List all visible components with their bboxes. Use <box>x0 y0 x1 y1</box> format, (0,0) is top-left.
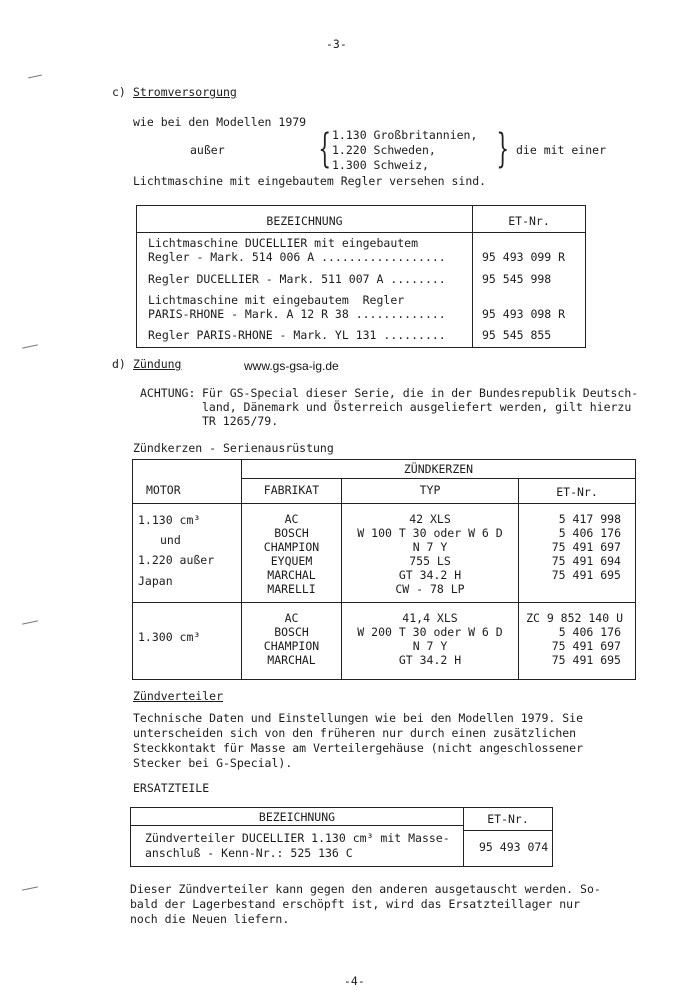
verteiler-line: Stecker bei G-Special). <box>133 756 293 770</box>
fabrikat-cell: MARELLI <box>267 582 316 596</box>
motor-label: 1.300 cm³ <box>138 630 201 644</box>
table-2-group-rule <box>241 478 635 479</box>
typ-cell: GT 34.2 H <box>398 568 462 582</box>
table-row: PARIS-RHONE - Mark. A 12 R 38 ............. <box>148 307 446 321</box>
closing-line: Dieser Zündverteiler kann gegen den anderen ausgetauscht werden. So- <box>130 882 601 896</box>
et-number: 95 493 099 R <box>482 250 566 264</box>
table-3-header-rule <box>130 825 463 826</box>
section-d-heading: Zündung <box>133 357 182 371</box>
motor-label: Japan <box>138 574 173 588</box>
website-watermark: www.gs-gsa-ig.de <box>244 359 339 373</box>
table-row: Lichtmaschine mit eingebautem Regler <box>148 293 405 307</box>
typ-cell: W 200 T 30 oder W 6 D <box>357 625 503 639</box>
table-2-head-fabrikat: FABRIKAT <box>263 483 320 497</box>
fabrikat-cell: MARCHAL <box>267 653 316 667</box>
margin-mark <box>28 75 42 79</box>
table-2-head-typ: TYP <box>419 483 441 497</box>
typ-cell: CW - 78 LP <box>395 582 465 596</box>
verteiler-line: unterscheiden sich von den früheren nur durch einen zusätzlichen <box>133 726 577 740</box>
die-mit-einer-text: die mit einer <box>516 143 607 157</box>
motor-label: 1.130 cm³ <box>138 513 201 527</box>
country-line: 1.300 Schweiz, <box>332 158 429 172</box>
ausser-text: außer <box>190 143 225 157</box>
et-cell: 75 491 695 <box>551 653 621 667</box>
typ-cell: N 7 Y <box>412 639 448 653</box>
table-3-head-desc: BEZEICHNUNG <box>258 810 336 824</box>
table-1-header-rule <box>136 232 585 233</box>
et-number: 95 545 855 <box>482 328 552 342</box>
motor-label: 1.220 außer <box>138 553 215 567</box>
motor-label: und <box>160 533 181 547</box>
margin-mark <box>22 620 38 624</box>
fabrikat-cell: BOSCH <box>274 526 309 540</box>
closing-line: bald der Lagerbestand erschöpft ist, wird das Ersatzteillager nur <box>130 897 581 911</box>
typ-cell: N 7 Y <box>412 540 448 554</box>
achtung-label: ACHTUNG: <box>140 386 196 400</box>
table-2-head-group: ZÜNDKERZEN <box>403 462 474 476</box>
et-cell: 5 406 176 <box>558 526 621 540</box>
table-row: Regler DUCELLIER - Mark. 511 007 A ........ <box>148 272 446 286</box>
et-cell: 5 417 998 <box>558 512 621 526</box>
table-2-head-et: ET-Nr. <box>556 485 598 499</box>
table-2-block-rule <box>132 602 635 603</box>
et-cell: ZC 9 852 140 U <box>526 611 623 625</box>
table-row: anschluß - Kenn-Nr.: 525 136 C <box>145 846 353 860</box>
table-2-header-rule <box>132 503 635 504</box>
fabrikat-cell: AC <box>284 611 299 625</box>
typ-cell: GT 34.2 H <box>398 653 462 667</box>
table-2-head-motor: MOTOR <box>146 483 181 497</box>
et-number: 95 493 098 R <box>482 307 566 321</box>
page-number-bottom: -4- <box>344 974 365 988</box>
verteiler-line: Technische Daten und Einstellungen wie bei den Modellen 1979. Sie <box>133 711 584 725</box>
typ-cell: W 100 T 30 oder W 6 D <box>357 526 503 540</box>
fabrikat-cell: BOSCH <box>274 625 309 639</box>
margin-mark <box>22 344 38 348</box>
achtung-line: Für GS-Special dieser Serie, die in der Bundesrepublik Deutsch- <box>202 386 639 400</box>
section-c-line1: wie bei den Modellen 1979 <box>133 115 307 129</box>
margin-mark <box>22 886 38 890</box>
verteiler-line: Steckkontakt für Masse am Verteilergehäuse (nicht angeschlossener <box>133 741 584 755</box>
fabrikat-cell: EYQUEM <box>270 554 313 568</box>
right-brace: } <box>496 126 510 172</box>
fabrikat-cell: CHAMPION <box>263 639 320 653</box>
typ-cell: 41,4 XLS <box>402 611 458 625</box>
table-3-header-rule <box>463 830 552 831</box>
table-3-head-et: ET-Nr. <box>487 812 529 826</box>
achtung-line: TR 1265/79. <box>202 414 279 428</box>
closing-line: noch die Neuen liefern. <box>130 912 290 926</box>
fabrikat-cell: AC <box>284 512 299 526</box>
section-c-heading: Stromversorgung <box>133 85 237 99</box>
fabrikat-cell: CHAMPION <box>263 540 320 554</box>
fabrikat-cell: MARCHAL <box>267 568 316 582</box>
page-number-top: -3- <box>326 37 347 51</box>
typ-cell: 42 XLS <box>409 512 451 526</box>
verteiler-title: Zündverteiler <box>133 689 224 703</box>
table-row: Regler PARIS-RHONE - Mark. YL 131 ......... <box>148 328 446 342</box>
table-1-head-desc: BEZEICHNUNG <box>266 214 343 228</box>
et-cell: 75 491 697 <box>551 639 621 653</box>
et-cell: 75 491 694 <box>551 554 621 568</box>
table-row: Regler - Mark. 514 006 A .................. <box>148 250 446 264</box>
achtung-line: land, Dänemark und Österreich ausgeliefert werden, gilt hierzu <box>202 400 632 414</box>
country-line: 1.130 Großbritannien, <box>332 128 478 142</box>
et-number: 95 493 074 <box>479 840 549 854</box>
left-brace: { <box>318 126 332 172</box>
section-c-last-line: Lichtmaschine mit eingebautem Regler versehen sind. <box>133 174 487 188</box>
country-line: 1.220 Schweden, <box>332 143 436 157</box>
et-cell: 5 406 176 <box>558 625 621 639</box>
ersatzteile-title: ERSATZTEILE <box>133 781 210 795</box>
section-d-letter: d) <box>112 357 126 371</box>
et-cell: 75 491 697 <box>551 540 621 554</box>
et-cell: 75 491 695 <box>551 568 621 582</box>
table-row: Zündverteiler DUCELLIER 1.130 cm³ mit Masse- <box>145 831 450 845</box>
table-row: Lichtmaschine DUCELLIER mit eingebautem <box>148 236 419 250</box>
section-c-letter: c) <box>112 85 126 99</box>
et-number: 95 545 998 <box>482 272 552 286</box>
table-1-head-et: ET-Nr. <box>508 214 550 228</box>
zuendkerzen-title: Zündkerzen - Serienausrüstung <box>133 441 334 455</box>
typ-cell: 755 LS <box>409 554 451 568</box>
